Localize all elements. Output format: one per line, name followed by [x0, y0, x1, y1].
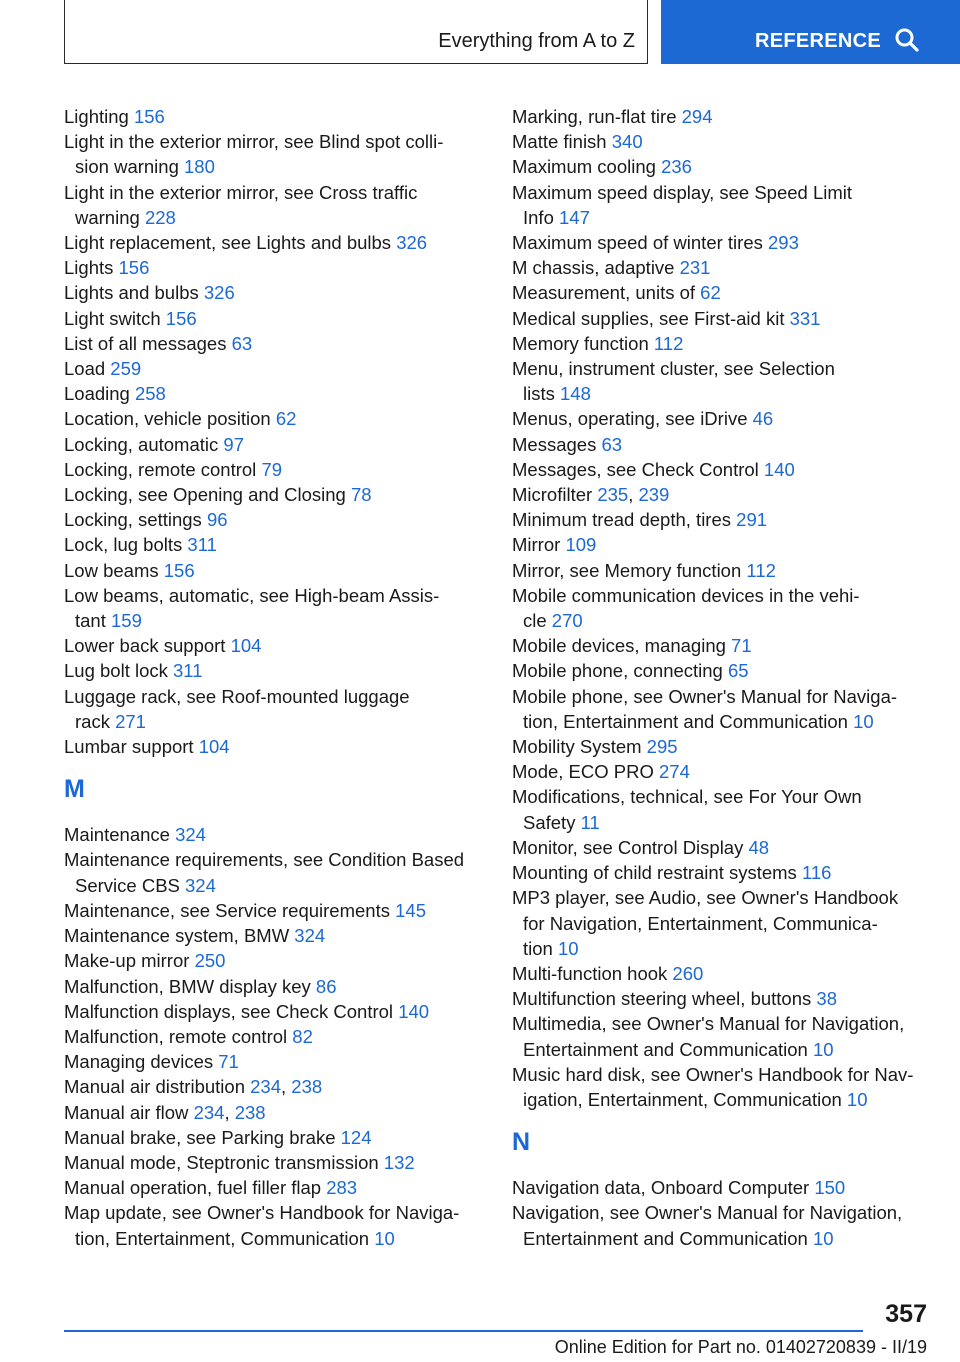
index-entry: [64, 1200, 484, 1250]
index-entry: [64, 658, 484, 683]
entry-text: Locking, remote control: [64, 458, 262, 480]
page-link[interactable]: 63: [231, 332, 253, 354]
page-link[interactable]: 294: [681, 106, 713, 127]
header-title-box: [64, 0, 648, 64]
page-link[interactable]: 180: [184, 156, 215, 178]
page-link[interactable]: 38: [816, 988, 837, 1010]
index-entry: [64, 898, 484, 923]
page-link[interactable]: 235: [597, 484, 629, 506]
index-entry: [64, 331, 484, 356]
page-link[interactable]: 71: [218, 1051, 239, 1073]
page-link[interactable]: 156: [163, 559, 195, 581]
entry-text: Safety: [523, 811, 581, 833]
index-entry: [512, 633, 932, 658]
page-link[interactable]: 238: [291, 1076, 323, 1098]
index-entry: [64, 847, 484, 897]
entry-text: Loading: [64, 383, 135, 405]
index-entry: [512, 734, 932, 759]
page-link[interactable]: 10: [374, 1227, 395, 1249]
entry-text: List of all messages: [64, 332, 232, 354]
index-column-right: [512, 104, 932, 1251]
entry-text: Malfunction, BMW display key: [64, 975, 316, 997]
entry-text: Manual air distribution: [64, 1076, 251, 1098]
entry-text: Mirror, see Memory function: [512, 559, 747, 581]
index-entry: [512, 684, 932, 734]
entry-text: Monitor, see Control Display: [512, 836, 749, 858]
index-entry: [512, 255, 932, 280]
entry-text: Light switch: [64, 307, 166, 329]
index-entry: [512, 129, 932, 154]
page-link[interactable]: 295: [646, 736, 678, 758]
index-entry: [64, 734, 484, 759]
index-entry: [64, 280, 484, 305]
entry-text: Lug bolt lock: [64, 660, 174, 682]
index-entry: [512, 356, 932, 406]
index-entry: [64, 129, 484, 179]
page-link[interactable]: 96: [206, 509, 228, 531]
page-link[interactable]: 326: [396, 232, 428, 254]
page-link[interactable]: 311: [187, 534, 217, 556]
index-entry: [64, 230, 484, 255]
page-link[interactable]: 65: [727, 660, 749, 682]
page-link[interactable]: 10: [812, 1038, 834, 1060]
index-entry: [512, 180, 932, 230]
page-link[interactable]: 97: [223, 433, 244, 455]
page-link[interactable]: 71: [731, 635, 752, 657]
section-heading: N: [512, 1128, 531, 1157]
entry-text: Maximum speed display, see Speed Limit: [512, 181, 853, 203]
page-link[interactable]: 283: [326, 1177, 358, 1199]
entry-text: Light in the exterior mirror, see Blind spot colli-: [64, 131, 444, 153]
entry-text: Lock, lug bolts: [64, 534, 188, 556]
index-entry: [512, 1011, 932, 1061]
index-entry: [512, 432, 932, 457]
entry-text: Lights: [64, 257, 119, 279]
entry-text: tion, Entertainment, Communication: [75, 1227, 375, 1249]
page-link[interactable]: 156: [133, 106, 165, 127]
entry-text: Malfunction displays, see Check Control: [64, 1000, 399, 1022]
entry-text: Measurement, units of: [512, 282, 701, 304]
index-entry: [512, 154, 932, 179]
entry-text: Locking, settings: [64, 509, 207, 531]
index-entry: [64, 923, 484, 948]
entry-text: Maximum speed of winter tires: [512, 232, 769, 254]
page-link[interactable]: 150: [814, 1177, 846, 1199]
index-entry: [512, 507, 932, 532]
index-entry: Manual air flow 234, 238: [64, 1101, 266, 1123]
index-entry: [64, 356, 484, 381]
entry-text: Make-up mirror: [64, 950, 195, 972]
index-entry: [64, 381, 484, 406]
entry-text: Memory function: [512, 332, 654, 354]
index-entry: [512, 658, 932, 683]
page-link[interactable]: 148: [560, 383, 591, 405]
entry-text: Mobile phone, connecting: [512, 660, 728, 682]
page-link[interactable]: 145: [395, 899, 426, 921]
entry-text: Light replacement, see Lights and bulbs: [64, 232, 397, 254]
index-entry: [512, 1062, 932, 1112]
entry-text: Lights and bulbs: [64, 282, 204, 304]
entry-text: Maintenance requirements, see Condition Based: [64, 849, 465, 871]
entry-text: Service CBS: [75, 874, 186, 896]
entry-text: Luggage rack, see Roof-mounted luggage: [64, 685, 410, 707]
page-link[interactable]: 10: [557, 937, 579, 959]
entry-text: Mode, ECO PRO: [512, 761, 660, 783]
entry-text: Entertainment and Communication: [523, 1227, 813, 1249]
page-link[interactable]: 236: [661, 156, 692, 178]
entry-text: Microfilter: [512, 484, 598, 506]
page-link[interactable]: 112: [653, 332, 684, 354]
index-entry: Microfilter 235, 239: [512, 484, 670, 506]
page-link[interactable]: 270: [551, 610, 583, 632]
entry-text: Modifications, technical, see For Your Own: [512, 786, 862, 808]
entry-text: Maintenance, see Service requirements: [64, 899, 396, 921]
search-icon[interactable]: [894, 27, 920, 53]
index-entry: [64, 1150, 484, 1175]
page-link[interactable]: 228: [144, 206, 176, 228]
index-entry: [512, 306, 932, 331]
index-entry: [64, 1125, 484, 1150]
index-entry: [64, 180, 484, 230]
entry-text: Menu, instrument cluster, see Selection: [512, 358, 835, 380]
index-entry: [64, 507, 484, 532]
page-link[interactable]: 324: [185, 874, 216, 896]
reference-label: REFERENCE: [755, 30, 882, 52]
entry-text: Low beams: [64, 559, 164, 581]
entry-text: Medical supplies, see First-aid kit: [512, 307, 790, 329]
entry-text: Marking, run-flat tire: [512, 106, 682, 127]
index-entry: [512, 885, 932, 961]
index-entry: [64, 1175, 484, 1200]
page-link[interactable]: 10: [846, 1088, 868, 1110]
index-entry: [64, 999, 484, 1024]
page-link[interactable]: 78: [350, 484, 372, 506]
index-entry: [64, 104, 484, 129]
index-entry: [512, 280, 932, 305]
entry-text: Maintenance: [64, 824, 176, 846]
entry-text: warning: [75, 206, 145, 228]
entry-text: Managing devices: [64, 1051, 219, 1073]
page-link[interactable]: 231: [679, 257, 711, 279]
index-entry: [512, 331, 932, 356]
page-link[interactable]: 63: [601, 433, 623, 455]
page-link[interactable]: 147: [559, 206, 590, 228]
index-entry: [64, 457, 484, 482]
page-link[interactable]: 79: [261, 458, 283, 480]
index-entry: [512, 406, 932, 431]
page-link[interactable]: 259: [110, 358, 142, 380]
entry-text: Mobile phone, see Owner's Manual for Naviga-: [512, 685, 898, 707]
entry-text: Mirror: [512, 534, 566, 556]
page-link[interactable]: 250: [194, 950, 226, 972]
index-entry: [512, 1175, 932, 1200]
index-entry: [64, 822, 484, 847]
page-link[interactable]: 234: [250, 1076, 281, 1098]
entry-text: Map update, see Owner's Handbook for Naviga-: [64, 1202, 460, 1224]
page-link[interactable]: 159: [111, 610, 142, 632]
entry-text: tion, Entertainment and Communication: [523, 710, 854, 732]
entry-text: Messages, see Check Control: [512, 458, 764, 480]
entry-text: MP3 player, see Audio, see Owner's Handbook: [512, 887, 899, 909]
index-entry: [512, 759, 932, 784]
entry-text: lists: [523, 383, 560, 405]
index-entry: [512, 104, 932, 129]
header-title: Everything from A to Z: [438, 30, 635, 52]
index-entry: [64, 1049, 484, 1074]
page-link[interactable]: 109: [565, 534, 597, 556]
entry-text: Lumbar support: [64, 736, 199, 758]
page-link[interactable]: 326: [203, 282, 235, 304]
page-link[interactable]: 234: [193, 1101, 225, 1123]
entry-text: Mobile devices, managing: [512, 635, 732, 657]
page-link[interactable]: 86: [315, 975, 337, 997]
page-link[interactable]: 46: [752, 408, 774, 430]
page-link[interactable]: 10: [812, 1227, 834, 1249]
header-reference-tab[interactable]: [661, 0, 960, 64]
entry-text: Messages: [512, 433, 602, 455]
page-link[interactable]: 104: [198, 736, 230, 758]
page-link[interactable]: 11: [580, 811, 600, 833]
entry-text: Manual operation, fuel filler flap: [64, 1177, 327, 1199]
entry-text: Location, vehicle position: [64, 408, 276, 430]
entry-text: Lighting: [64, 106, 134, 127]
entry-text: Manual air flow: [64, 1101, 194, 1123]
section-heading: M: [64, 775, 85, 804]
entry-text: Multimedia, see Owner's Manual for Navigation,: [512, 1013, 905, 1035]
entry-text: Manual mode, Steptronic transmission: [64, 1151, 384, 1173]
index-entry: [64, 406, 484, 431]
entry-text: Mobile communication devices in the vehi-: [512, 584, 860, 606]
entry-text: Load: [64, 358, 111, 380]
entry-text: Lower back support: [64, 635, 231, 657]
page-link[interactable]: 48: [748, 836, 770, 858]
page-link[interactable]: 239: [638, 484, 670, 506]
index-entry: [64, 255, 484, 280]
entry-text: Malfunction, remote control: [64, 1025, 293, 1047]
index-entry: [512, 558, 932, 583]
entry-text: Navigation, see Owner's Manual for Navigation,: [512, 1202, 903, 1224]
entry-text: tion: [523, 937, 558, 959]
index-entry: [512, 784, 932, 834]
entry-text: Locking, automatic: [64, 433, 224, 455]
index-entry: Manual air distribution 234, 238: [64, 1076, 323, 1098]
index-entry: [64, 558, 484, 583]
entry-text: Info: [523, 206, 559, 228]
page-link[interactable]: 340: [611, 131, 643, 153]
entry-text: igation, Entertainment, Communication: [523, 1088, 847, 1110]
page-link[interactable]: 324: [175, 824, 206, 846]
index-entry: [64, 532, 484, 557]
index-entry: [512, 860, 932, 885]
index-entry: [64, 306, 484, 331]
index-entry: [64, 633, 484, 658]
index-entry: [512, 583, 932, 633]
page-link[interactable]: 238: [234, 1101, 266, 1123]
page-link[interactable]: 258: [134, 383, 166, 405]
entry-text: sion warning: [75, 156, 185, 178]
entry-text: Entertainment and Communication: [523, 1038, 813, 1060]
index-entry: [512, 961, 932, 986]
entry-text: Locking, see Opening and Closing: [64, 484, 351, 506]
page-link[interactable]: 62: [700, 282, 721, 304]
entry-text: Mounting of child restraint systems: [512, 862, 802, 884]
index-entry: [64, 432, 484, 457]
page-link[interactable]: 260: [672, 962, 704, 984]
index-entry: [512, 986, 932, 1011]
entry-text: for Navigation, Entertainment, Communica-: [523, 912, 878, 934]
page-link[interactable]: 124: [340, 1126, 372, 1148]
index-entry: [64, 974, 484, 999]
entry-text: Mobility System: [512, 736, 647, 758]
entry-text: rack: [75, 710, 116, 732]
entry-text: Matte finish: [512, 131, 612, 153]
index-entry: [512, 457, 932, 482]
index-entry: [512, 532, 932, 557]
page-link[interactable]: 104: [230, 635, 262, 657]
page-link[interactable]: 132: [383, 1151, 415, 1173]
index-entry: [64, 1024, 484, 1049]
page-link[interactable]: 140: [398, 1000, 430, 1022]
page-link[interactable]: 274: [659, 761, 690, 783]
entry-text: tant: [75, 610, 111, 632]
entry-text: Maintenance system, BMW: [64, 925, 295, 947]
page-link[interactable]: 62: [275, 408, 297, 430]
page-link[interactable]: 156: [165, 307, 197, 329]
index-column-left: [64, 104, 484, 1251]
edition-note: Online Edition for Part no. 01402720839 - II/19: [554, 1337, 927, 1357]
index-entry: [512, 835, 932, 860]
page-link[interactable]: 291: [736, 509, 768, 531]
entry-text: Navigation data, Onboard Computer: [512, 1177, 815, 1199]
page-link[interactable]: 324: [294, 925, 326, 947]
page-link[interactable]: 82: [292, 1025, 313, 1047]
page-link[interactable]: 140: [763, 458, 795, 480]
entry-text: M chassis, adaptive: [512, 257, 680, 279]
index-entry: [64, 583, 484, 633]
entry-text: Minimum tread depth, tires: [512, 509, 737, 531]
index-entry: [64, 948, 484, 973]
page-link[interactable]: 271: [115, 710, 146, 732]
page-link[interactable]: 116: [801, 862, 832, 884]
page-link[interactable]: 10: [853, 710, 874, 732]
entry-text: Light in the exterior mirror, see Cross traffic: [64, 181, 418, 203]
footer-divider: [64, 1330, 863, 1332]
entry-text: Maximum cooling: [512, 156, 662, 178]
page-number: 357: [885, 1300, 927, 1328]
entry-text: Low beams, automatic, see High-beam Assis-: [64, 584, 440, 606]
page-link[interactable]: 156: [118, 257, 150, 279]
page-link[interactable]: 311: [173, 660, 203, 682]
page-link[interactable]: 293: [768, 232, 799, 254]
index-entry: [64, 684, 484, 734]
index-entry: [512, 230, 932, 255]
entry-text: Multi-function hook: [512, 962, 673, 984]
page-link[interactable]: 112: [746, 559, 776, 581]
entry-text: Multifunction steering wheel, buttons: [512, 988, 817, 1010]
entry-text: Music hard disk, see Owner's Handbook for Nav-: [512, 1063, 914, 1085]
page-link[interactable]: 331: [789, 307, 821, 329]
entry-text: Menus, operating, see iDrive: [512, 408, 753, 430]
index-entry: [64, 482, 484, 507]
index-entry: [512, 1200, 932, 1250]
entry-text: cle: [523, 610, 552, 632]
entry-text: Manual brake, see Parking brake: [64, 1126, 341, 1148]
